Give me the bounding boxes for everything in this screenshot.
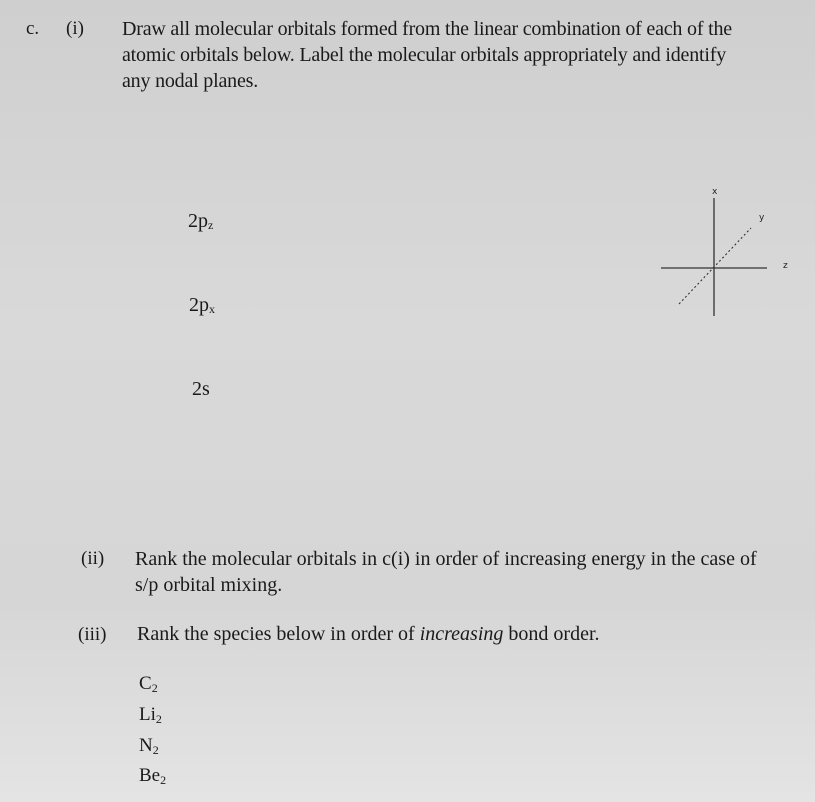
orbital-2pz (188, 210, 213, 233)
part-i-label: (i) (66, 18, 84, 39)
species-c2-base: C (139, 673, 152, 694)
species-be2 (139, 765, 166, 788)
question-ii-line-2: s/p orbital mixing. (135, 574, 283, 596)
question-i-line-3: any nodal planes. (122, 70, 259, 92)
orbital-2px-sub: x (209, 302, 215, 316)
question-i-text (122, 16, 797, 94)
species-n2 (139, 735, 159, 758)
orbital-2pz-sub: z (208, 218, 214, 232)
y-axis-line (679, 228, 751, 304)
species-li2 (139, 704, 162, 727)
x-axis-label: x (712, 187, 718, 197)
coordinate-axes-diagram (655, 180, 805, 330)
species-c2-sub: 2 (151, 681, 158, 695)
z-axis-label: z (783, 261, 788, 271)
species-be2-base: Be (139, 765, 161, 786)
y-axis-label: y (759, 213, 765, 223)
species-c2 (139, 673, 158, 696)
question-letter: c. (26, 18, 40, 39)
species-li2-sub: 2 (155, 712, 162, 726)
part-iii-label: (iii) (78, 624, 107, 645)
species-n2-base: N (139, 735, 153, 756)
species-n2-sub: 2 (152, 743, 159, 757)
orbital-2s-base: 2s (192, 378, 210, 400)
species-li2-base: Li (139, 704, 156, 725)
question-iii-text-after: bond order. (503, 623, 600, 645)
orbital-2s (192, 378, 210, 401)
species-be2-sub: 2 (160, 773, 167, 787)
part-ii-label: (ii) (81, 548, 105, 569)
question-ii-line-1: Rank the molecular orbitals in c(i) in order of increasing energy in the case of (135, 548, 757, 570)
question-iii-text (137, 622, 600, 646)
question-i-line-1: Draw all molecular orbitals formed from the linear combination of each of the (122, 18, 732, 40)
question-iii-emphasis: increasing (419, 623, 504, 645)
question-i-line-2: atomic orbitals below. Label the molecular orbitals appropriately and identify (122, 44, 727, 66)
orbital-2px (189, 294, 215, 317)
question-ii-text (135, 546, 800, 598)
orbital-2px-base: 2p (189, 294, 209, 316)
orbital-2pz-base: 2p (188, 210, 208, 232)
question-iii-text-before: Rank the species below in order of (137, 623, 420, 645)
